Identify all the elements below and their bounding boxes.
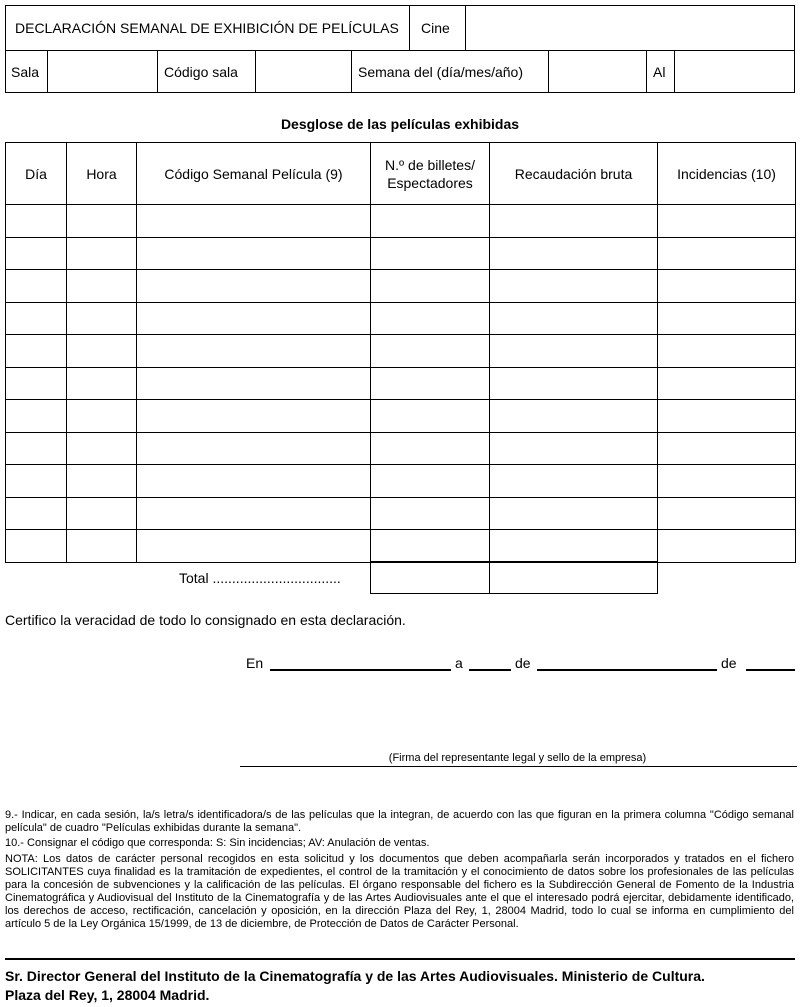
- table-row: [6, 497, 796, 530]
- cell-codigo[interactable]: [137, 465, 371, 498]
- table-row: [6, 432, 796, 465]
- certify-text: Certifico la veracidad de todo lo consignado en esta declaración.: [5, 612, 406, 628]
- cell-billetes[interactable]: [371, 497, 490, 530]
- bottom-divider: [5, 958, 795, 960]
- divider: [674, 50, 675, 93]
- semana-del-field[interactable]: [550, 52, 644, 91]
- cell-recaudacion[interactable]: [490, 367, 658, 400]
- cell-hora[interactable]: [67, 497, 137, 530]
- codigo-sala-label: Código sala: [164, 64, 238, 80]
- films-table: [5, 142, 796, 563]
- cell-billetes[interactable]: [371, 367, 490, 400]
- divider: [157, 50, 158, 93]
- column-header-billetes: N.º de billetes/ Espectadores: [371, 143, 490, 205]
- cell-billetes[interactable]: [371, 400, 490, 433]
- cell-codigo[interactable]: [137, 335, 371, 368]
- form-title: DECLARACIÓN SEMANAL DE EXHIBICIÓN DE PELÍCULAS: [15, 20, 399, 36]
- a-label: a: [455, 655, 463, 671]
- cell-dia[interactable]: [6, 270, 67, 303]
- cell-recaudacion[interactable]: [490, 237, 658, 270]
- cell-codigo[interactable]: [137, 432, 371, 465]
- column-header-incidencias: Incidencias (10): [658, 143, 796, 205]
- cell-hora[interactable]: [67, 205, 137, 238]
- cell-codigo[interactable]: [137, 237, 371, 270]
- al-label: Al: [653, 64, 666, 80]
- table-row: [6, 465, 796, 498]
- cell-incidencias[interactable]: [658, 530, 796, 563]
- cell-billetes[interactable]: [371, 335, 490, 368]
- cell-hora[interactable]: [67, 400, 137, 433]
- cell-codigo[interactable]: [137, 497, 371, 530]
- table-row: [6, 205, 796, 238]
- cell-codigo[interactable]: [137, 302, 371, 335]
- cell-incidencias[interactable]: [658, 465, 796, 498]
- cell-billetes[interactable]: [371, 432, 490, 465]
- divider: [409, 5, 410, 51]
- table-row: [6, 530, 796, 563]
- cell-recaudacion[interactable]: [490, 400, 658, 433]
- total-billetes-field[interactable]: [370, 561, 490, 594]
- cell-incidencias[interactable]: [658, 335, 796, 368]
- addressee-line-1: Sr. Director General del Instituto de la Cinematografía y de las Artes Audiovisuales. Ministerio de Cultura.: [5, 968, 705, 984]
- table-row: [6, 237, 796, 270]
- sala-field[interactable]: [49, 52, 155, 91]
- cine-label: Cine: [421, 20, 450, 36]
- total-recaudacion-field[interactable]: [489, 561, 658, 594]
- table-row: [6, 367, 796, 400]
- cell-recaudacion[interactable]: [490, 465, 658, 498]
- divider: [255, 50, 256, 93]
- cell-hora[interactable]: [67, 530, 137, 563]
- en-label: En: [246, 655, 264, 671]
- cell-hora[interactable]: [67, 465, 137, 498]
- cell-dia[interactable]: [6, 367, 67, 400]
- cell-recaudacion[interactable]: [490, 270, 658, 303]
- cell-incidencias[interactable]: [658, 400, 796, 433]
- cell-billetes[interactable]: [371, 237, 490, 270]
- cell-codigo[interactable]: [137, 400, 371, 433]
- signature-caption: (Firma del representante legal y sello de la empresa): [388, 752, 647, 764]
- cell-hora[interactable]: [67, 302, 137, 335]
- divider: [548, 50, 549, 93]
- table-row: [6, 335, 796, 368]
- cell-hora[interactable]: [67, 270, 137, 303]
- divider: [47, 50, 48, 93]
- cell-incidencias[interactable]: [658, 432, 796, 465]
- cell-recaudacion[interactable]: [490, 432, 658, 465]
- cell-codigo[interactable]: [137, 530, 371, 563]
- cell-codigo[interactable]: [137, 367, 371, 400]
- cell-billetes[interactable]: [371, 205, 490, 238]
- cell-recaudacion[interactable]: [490, 205, 658, 238]
- cell-incidencias[interactable]: [658, 497, 796, 530]
- total-label: Total .................................: [179, 570, 341, 586]
- cell-recaudacion[interactable]: [490, 302, 658, 335]
- cell-codigo[interactable]: [137, 270, 371, 303]
- divider: [351, 50, 352, 93]
- table-row: [6, 270, 796, 303]
- table-row: [6, 400, 796, 433]
- day-input-line[interactable]: [469, 669, 511, 671]
- cell-recaudacion[interactable]: [490, 530, 658, 563]
- cell-dia[interactable]: [6, 497, 67, 530]
- place-input-line[interactable]: [270, 669, 451, 671]
- column-header-hora: Hora: [67, 143, 137, 205]
- column-header-codigo: Código Semanal Película (9): [137, 143, 371, 205]
- de-label-1: de: [515, 655, 531, 671]
- cell-billetes[interactable]: [371, 270, 490, 303]
- cell-dia[interactable]: [6, 465, 67, 498]
- note-10: 10.- Consignar el código que corresponda: S: Sin incidencias; AV: Anulación de ventas.: [5, 837, 430, 849]
- cell-incidencias[interactable]: [658, 367, 796, 400]
- data-protection-note: NOTA: Los datos de carácter personal recogidos en esta solicitud y los documentos que deben acompañarla serán incorporados y tratados en el fichero SOLICITANTES cuya finalidad es la tramitación de expedientes, el control de la tramitación y el conocimiento de datos sobre los profesionales de las películas para la concesión de subvenciones y la calificación de las películas. El órgano responsable del fichero es la Subdirección General de Fomento de la Industria Cinematográfica y Audiovisual del Instituto de la Cinematografía y de las Artes Audiovisuales ante el que el interesado podrá ejercitar, debidamente identificado, los derechos de acceso, rectificación, cancelación y oposición, en la dirección Plaza del Rey, 1, 28004 Madrid, todo lo cual se informa en cumplimiento del artículo 5 de la Ley Orgánica 15/1999, de 13 de diciembre, de Protección de Datos de Carácter Personal.: [5, 853, 794, 930]
- year-input-line[interactable]: [746, 669, 795, 671]
- cine-field[interactable]: [467, 7, 793, 49]
- cell-incidencias[interactable]: [658, 237, 796, 270]
- cell-dia[interactable]: [6, 400, 67, 433]
- table-title: Desglose de las películas exhibidas: [280, 116, 520, 132]
- signature-line[interactable]: [240, 766, 797, 767]
- codigo-sala-field[interactable]: [257, 52, 349, 91]
- cell-dia[interactable]: [6, 237, 67, 270]
- cell-hora[interactable]: [67, 367, 137, 400]
- cell-recaudacion[interactable]: [490, 497, 658, 530]
- cell-incidencias[interactable]: [658, 302, 796, 335]
- cell-billetes[interactable]: [371, 465, 490, 498]
- cell-dia[interactable]: [6, 335, 67, 368]
- cell-recaudacion[interactable]: [490, 335, 658, 368]
- table-header-row: [6, 143, 796, 205]
- table-row: [6, 302, 796, 335]
- semana-al-field[interactable]: [676, 52, 793, 91]
- sala-label: Sala: [11, 64, 40, 80]
- divider: [646, 50, 647, 93]
- cell-incidencias[interactable]: [658, 205, 796, 238]
- semana-label: Semana del (día/mes/año): [358, 64, 523, 80]
- cell-dia[interactable]: [6, 432, 67, 465]
- cell-dia[interactable]: [6, 530, 67, 563]
- column-header-dia: Día: [6, 143, 67, 205]
- cell-incidencias[interactable]: [658, 270, 796, 303]
- de-label-2: de: [721, 655, 737, 671]
- cell-billetes[interactable]: [371, 302, 490, 335]
- addressee-line-2: Plaza del Rey, 1, 28004 Madrid.: [5, 987, 210, 1003]
- cell-dia[interactable]: [6, 205, 67, 238]
- note-9: 9.- Indicar, en cada sesión, la/s letra/s identificadora/s de las películas que la integran, de acuerdo con las que figuran en la primera columna "Código semanal película" de cuadro "Películas exhibidas durante la semana".: [5, 809, 794, 834]
- cell-hora[interactable]: [67, 432, 137, 465]
- month-input-line[interactable]: [537, 669, 717, 671]
- divider: [465, 5, 466, 51]
- cell-billetes[interactable]: [371, 530, 490, 563]
- cell-hora[interactable]: [67, 335, 137, 368]
- column-header-recaudacion: Recaudación bruta: [490, 143, 658, 205]
- cell-hora[interactable]: [67, 237, 137, 270]
- cell-dia[interactable]: [6, 302, 67, 335]
- cell-codigo[interactable]: [137, 205, 371, 238]
